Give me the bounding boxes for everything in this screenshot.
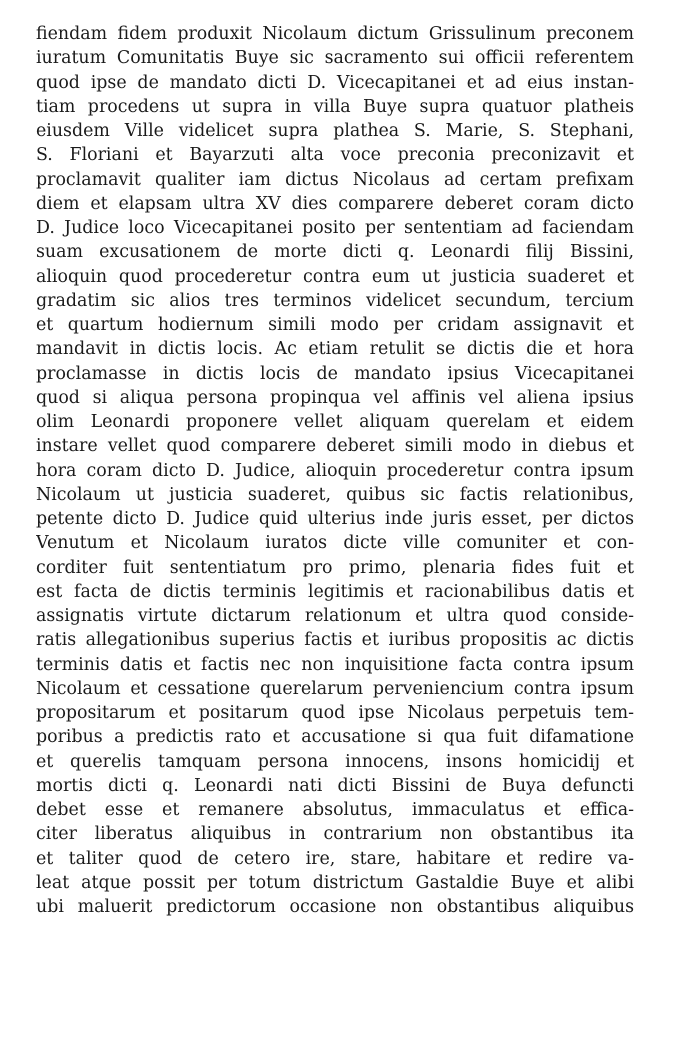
text-line: est facta de dictis terminis legitimis et racionabilibus datis et [36,581,634,602]
text-line: mortis dicti q. Leonardi nati dicti Bissini de Buya defuncti [36,775,634,796]
text-line: iuratum Comunitatis Buye sic sacramento sui officii referentem [36,48,634,69]
text-line: mandavit in dictis locis. Ac etiam retulit se dictis die et hora [36,339,634,360]
text-line: Nicolaum et cessatione querelarum perveniencium contra ipsum [36,678,634,699]
text-line: petente dicto D. Judice quid ulterius inde juris esset, per dictos [36,509,634,529]
text-line: quod si aliqua persona propinqua vel affinis vel aliena ipsius [36,387,634,408]
text-line: citer liberatus aliquibus in contrarium non obstantibus ita [36,824,634,845]
text-line: quod ipse de mandato dicti D. Vicecapitanei et ad eius instan- [36,72,634,93]
text-line: alioquin quod procederetur contra eum ut justicia suaderet et [36,266,634,287]
text-line: et querelis tamquam persona innocens, insons homicidij et [36,751,634,772]
text-line: debet esse et remanere absolutus, immaculatus et effica- [36,800,634,820]
text-line: diem et elapsam ultra XV dies comparere deberet coram dicto [36,193,634,214]
text-line: terminis datis et factis nec non inquisitione facta contra ipsum [36,654,634,675]
text-line: proclamavit qualiter iam dictus Nicolaus ad certam prefixam [36,169,634,190]
document-page [36,22,634,1022]
text-line: gradatim sic alios tres terminos videlicet secundum, tercium [36,290,634,311]
text-line: tiam procedens ut supra in villa Buye supra quatuor platheis [36,96,634,117]
text-line: corditer fuit sententiatum pro primo, plenaria fides fuit et [36,557,634,578]
text-line: Venutum et Nicolaum iuratos dicte ville comuniter et con- [36,533,634,554]
text-line: et quartum hodiernum simili modo per cridam assignavit et [36,315,634,335]
text-line: leat atque possit per totum districtum Gastaldie Buye et alibi [36,872,634,893]
text-line: olim Leonardi proponere vellet aliquam querelam et eidem [36,412,634,432]
text-line: ratis allegationibus superius factis et iuribus propositis ac dictis [36,630,634,651]
text-line: Nicolaum ut justicia suaderet, quibus sic factis relationibus, [36,484,634,505]
text-line: instare vellet quod comparere deberet simili modo in diebus et [36,436,634,457]
body-text [36,22,634,919]
text-line: propositarum et positarum quod ipse Nicolaus perpetuis tem- [36,703,634,723]
text-line: D. Judice loco Vicecapitanei posito per sententiam ad faciendam [36,218,634,238]
text-line: eiusdem Ville videlicet supra plathea S. Marie, S. Stephani, [36,121,634,141]
text-line: assignatis virtute dictarum relationum et ultra quod conside- [36,606,634,626]
text-line: poribus a predictis rato et accusatione si qua fuit difamatione [36,727,634,748]
text-line: hora coram dicto D. Judice, alioquin procederetur contra ipsum [36,460,634,481]
text-line: fiendam fidem produxit Nicolaum dictum Grissulinum preconem [36,24,634,44]
text-line: S. Floriani et Bayarzuti alta voce preconia preconizavit et [36,145,634,166]
text-line: ubi maluerit predictorum occasione non obstantibus aliquibus [36,897,634,917]
text-line: proclamasse in dictis locis de mandato ipsius Vicecapitanei [36,363,634,384]
text-line: suam excusationem de morte dicti q. Leonardi filij Bissini, [36,242,634,263]
text-line: et taliter quod de cetero ire, stare, habitare et redire va- [36,848,634,869]
